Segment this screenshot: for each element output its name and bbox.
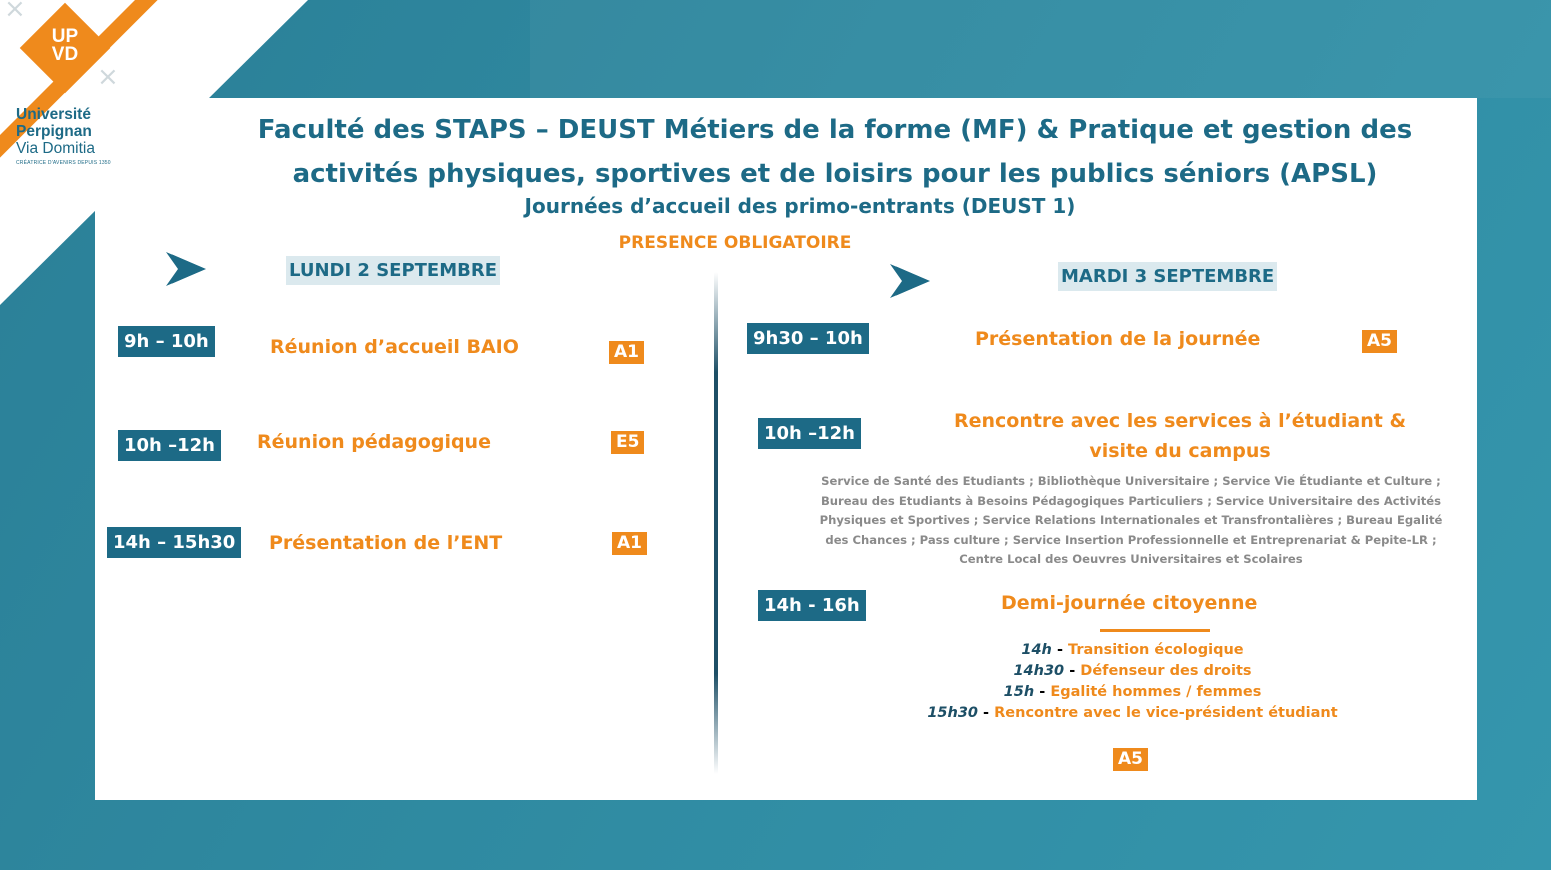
student-services-list [816,472,1446,570]
room-badge: A5 [1362,330,1397,353]
time-badge: 10h –12h [758,418,861,449]
session-title: Demi-journée citoyenne [1001,592,1258,614]
university-name [16,106,95,157]
university-tagline: CRÉATRICE D'AVENIRS DEPUIS 1350 [16,160,111,166]
logo-mark-line1: UP [51,26,79,47]
title-line1: Faculté des STAPS – DEUST Métiers de la forme (MF) & Pratique et gestion des [257,115,1413,145]
university-name-line3: Via Domitia [16,140,95,157]
schedule-item: 14h - Transition écologique [1021,642,1244,658]
session-title [880,406,1480,466]
session-title: Réunion d’accueil BAIO [270,336,519,358]
schedule-item: 14h30 - Défenseur des droits [1013,663,1252,679]
column-divider [714,272,718,774]
attendance-notice: PRESENCE OBLIGATOIRE [618,233,852,253]
chevron-right-icon [166,252,208,286]
university-name-line1: Université [16,106,91,123]
logo-mark-line2: VD [51,44,79,65]
services-line: Centre Local des Oeuvres Universitaires et Scolaires [959,552,1303,566]
time-badge: 14h – 15h30 [107,527,241,558]
session-title: Présentation de l’ENT [269,532,503,554]
background-panel [530,0,1551,98]
session-title-line2: visite du campus [1089,440,1271,462]
session-title-line1: Rencontre avec les services à l’étudiant & [953,410,1407,432]
session-title: Réunion pédagogique [257,431,491,453]
time-badge: 9h30 – 10h [747,323,869,354]
room-badge: A1 [612,532,647,555]
cross-decoration-icon: × [4,0,26,24]
schedule-item: 15h - Egalité hommes / femmes [1003,684,1262,700]
services-line: des Chances ; Pass culture ; Service Insertion Professionnelle et Entreprenariat & Pepite-LR ; [825,532,1437,547]
citizen-schedule [880,640,1385,724]
upvd-logo [21,4,109,92]
monday-heading: LUNDI 2 SEPTEMBRE [286,256,500,285]
tuesday-heading: MARDI 3 SEPTEMBRE [1058,262,1277,291]
schedule-item: 15h30 - Rencontre avec le vice-président étudiant [927,705,1338,721]
services-line: Physiques et Sportives ; Service Relations Internationales et Transfrontalières ; Bureau Egalité [819,513,1443,527]
title-underline [1100,629,1210,632]
room-badge: E5 [611,431,644,454]
page-subtitle: Journées d’accueil des primo-entrants (DEUST 1) [524,194,1076,218]
time-badge: 14h - 16h [758,590,866,621]
chevron-right-icon [890,264,932,298]
services-line: Bureau des Etudiants à Besoins Pédagogiques Particuliers ; Service Universitaire des Activités [820,493,1442,508]
room-badge: A5 [1113,748,1148,771]
time-badge: 10h –12h [118,430,221,461]
university-name-line2: Perpignan [16,123,92,140]
page-title [240,108,1430,196]
services-line: Service de Santé des Etudiants ; Bibliothèque Universitaire ; Service Vie Étudiante et Culture ; [821,474,1441,488]
cross-decoration-icon: × [97,62,119,92]
session-title: Présentation de la journée [975,328,1261,350]
time-badge: 9h – 10h [118,326,215,357]
title-line2: activités physiques, sportives et de loisirs pour les publics séniors (APSL) [292,159,1378,189]
room-badge: A1 [609,341,644,364]
